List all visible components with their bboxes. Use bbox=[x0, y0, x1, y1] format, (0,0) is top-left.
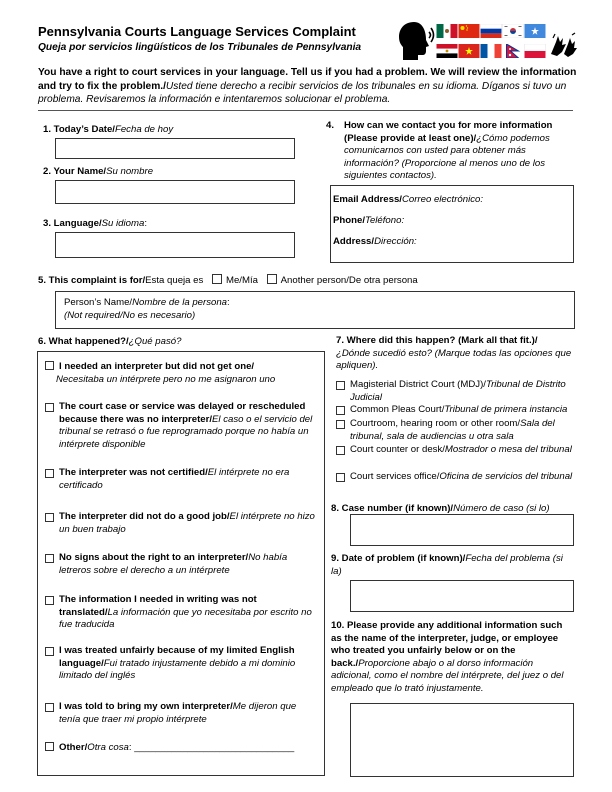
speaking-head-icon bbox=[396, 20, 436, 64]
flag-china-icon bbox=[458, 24, 480, 38]
q8-label: 8. Case number (if known)/Número de caso (si lo) bbox=[331, 503, 550, 514]
q6-option-3[interactable]: The interpreter was not certified/El intérprete no era certificado bbox=[45, 467, 317, 492]
language-icons bbox=[396, 18, 578, 66]
q6-label: 6. What happened?/¿Qué pasó? bbox=[38, 336, 182, 347]
contact-info-box[interactable] bbox=[330, 185, 574, 263]
q10-label: 10. Please provide any additional information such as the name of the interpreter, judge, or employee who treated you unfairly below or on the back./Proporcione abajo o al dorso información adicional, como el nombre del intérprete, del juez o del empleado que lo trató injustamente. bbox=[331, 620, 564, 694]
intro-english: You have a right to court services in your language. Tell us if you had a problem. We will review the information and try to fix the problem./ bbox=[38, 67, 577, 92]
q6-option-5[interactable]: No signs about the right to an interpreter/No había letreros sobre el derecho a un intérprete bbox=[45, 552, 317, 577]
date-of-problem-field[interactable] bbox=[350, 580, 574, 612]
q7-option-4[interactable]: Court counter or desk/Mostrador o mesa del tribunal bbox=[336, 444, 576, 457]
page-subtitle: Queja por servicios lingüísticos de los Tribunales de Pennsylvania bbox=[38, 42, 362, 53]
q6-option-4[interactable]: The interpreter did not do a good job/El intérprete no hizo un buen trabajo bbox=[45, 511, 317, 536]
q5-label: 5. This complaint is for/Esta queja es Me/Mía Another person/De otra persona bbox=[38, 275, 418, 286]
me-checkbox[interactable] bbox=[212, 274, 222, 284]
q6-option-6[interactable]: The information I needed in writing was not translated/La información que yo necesitaba por escrito no fue traducida bbox=[45, 594, 317, 632]
q7-option-1[interactable]: Magisterial District Court (MDJ)/Tribunal de Distrito Judicial bbox=[336, 379, 576, 404]
q3-label: 3. Language/Su idioma: bbox=[43, 218, 147, 229]
flag-mexico-icon bbox=[436, 24, 458, 38]
intro-spanish: Usted tiene derecho a recibir servicios de los tribunales en su idioma. Díganos si tuvo un problema. Revisaremos la información e intentaremos solucionar el problema. bbox=[38, 80, 567, 106]
address-label: Address/Dirección: bbox=[333, 236, 417, 247]
flag-south-korea-icon bbox=[502, 24, 524, 38]
todays-date-field[interactable] bbox=[55, 138, 295, 159]
flag-egypt-icon bbox=[436, 44, 458, 58]
checkbox[interactable] bbox=[45, 469, 54, 478]
flag-somalia-icon bbox=[524, 24, 546, 38]
checkbox[interactable] bbox=[336, 473, 345, 482]
q6-option-7[interactable]: I was treated unfairly because of my limited English language/Fui tratado injustamente debido a mi dominio limitado del inglés bbox=[45, 645, 317, 683]
checkbox[interactable] bbox=[336, 406, 345, 415]
email-label: Email Address/Correo electrónico: bbox=[333, 194, 484, 205]
checkbox[interactable] bbox=[336, 446, 345, 455]
what-happened-box bbox=[37, 351, 325, 776]
checkbox[interactable] bbox=[336, 420, 345, 429]
q6-option-8[interactable]: I was told to bring my own interpreter/Me dijeron que tenía que traer mi propio intérprete bbox=[45, 701, 317, 726]
page-title: Pennsylvania Courts Language Services Complaint bbox=[38, 24, 356, 39]
q7-option-5[interactable]: Court services office/Oficina de servicios del tribunal bbox=[336, 471, 576, 484]
header-divider bbox=[38, 110, 573, 111]
persons-name-note: (Not required/No es necesario) bbox=[64, 310, 196, 321]
checkbox[interactable] bbox=[45, 596, 54, 605]
q6-option-other[interactable]: Other/Otra cosa: ______________________________ bbox=[45, 742, 317, 755]
checkbox[interactable] bbox=[45, 703, 54, 712]
q1-label: 1. Today’s Date/Fecha de hoy bbox=[43, 124, 174, 135]
persons-name-box[interactable] bbox=[55, 291, 575, 329]
additional-info-field[interactable] bbox=[350, 703, 574, 777]
other-blank-line[interactable]: : ______________________________ bbox=[128, 742, 295, 753]
sign-language-hands-icon bbox=[548, 32, 578, 58]
q4-question: How can we contact you for more information (Please provide at least one)/¿Cómo podemos comunicarnos con usted para obtener más información? (Proporcione al menos uno de los siguientes contactos). bbox=[344, 120, 553, 181]
checkbox[interactable] bbox=[45, 742, 54, 751]
checkbox[interactable] bbox=[45, 403, 54, 412]
persons-name-label: Person’s Name/Nombre de la persona: bbox=[64, 297, 230, 308]
another-person-checkbox[interactable] bbox=[267, 274, 277, 284]
checkbox[interactable] bbox=[45, 554, 54, 563]
q6-option-1[interactable]: I needed an interpreter but did not get one/ Necesitaba un intérprete pero no me asignaron uno bbox=[45, 361, 315, 386]
your-name-field[interactable] bbox=[55, 180, 295, 204]
flag-russia-icon bbox=[480, 24, 502, 38]
q7-label: 7. Where did this happen? (Mark all that fit.)/ ¿Dónde sucedió esto? (Marque todas las opciones que apliquen). bbox=[336, 335, 572, 371]
intro-text bbox=[38, 66, 578, 107]
q2-label: 2. Your Name/Su nombre bbox=[43, 166, 154, 177]
q7-option-2[interactable]: Common Pleas Court/Tribunal de primera instancia bbox=[336, 404, 576, 417]
q7-option-3[interactable]: Courtroom, hearing room or other room/Sala del tribunal, sala de audiencias u otra sala bbox=[336, 418, 576, 443]
checkbox[interactable] bbox=[336, 381, 345, 390]
flag-vietnam-icon bbox=[458, 44, 480, 58]
language-field[interactable] bbox=[55, 232, 295, 258]
checkbox[interactable] bbox=[45, 513, 54, 522]
phone-label: Phone/Teléfono: bbox=[333, 215, 405, 226]
q6-option-2[interactable]: The court case or service was delayed or rescheduled because there was no interpreter/El caso o el servicio del tribunal se retrasó o fue reprogramado porque no había un intérprete disponible bbox=[45, 401, 317, 451]
flag-france-icon bbox=[480, 44, 502, 58]
checkbox[interactable] bbox=[45, 361, 54, 370]
q9-label: 9. Date of problem (if known)/Fecha del problema (si la) bbox=[331, 553, 563, 577]
flag-nepal-icon bbox=[502, 44, 524, 58]
checkbox[interactable] bbox=[45, 647, 54, 656]
flag-poland-icon bbox=[524, 44, 546, 58]
case-number-field[interactable] bbox=[350, 514, 574, 546]
q4-label: 4. bbox=[326, 120, 335, 131]
